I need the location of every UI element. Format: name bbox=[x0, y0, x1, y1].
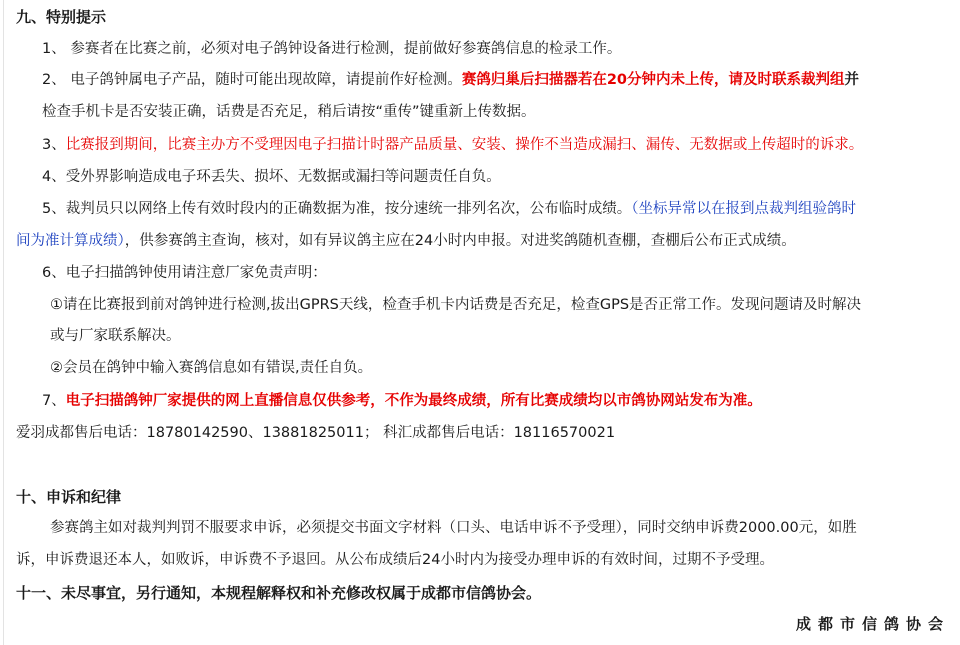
item3-red-notice: 比赛报到期间，比赛主办方不受理因电子扫描计时器产品质量、安装、操作不当造成漏扫、漏传、无数据或上传超时的诉求。 bbox=[65, 137, 864, 153]
item2-bold-char: 并 bbox=[844, 72, 860, 88]
section9-item-5 bbox=[42, 198, 856, 220]
section9-item-1: 1、 参赛者在比赛之前，必须对电子鸽钟设备进行检测，提前做好参赛鸽信息的检录工作。 bbox=[42, 41, 622, 57]
item5-text-cont: ，供参赛鸽主查询，核对，如有异议鸽主应在24小时内申报。对进奖鸽随机查棚，查棚后公布正式成绩。 bbox=[124, 233, 796, 249]
section9-heading: 九、特别提示 bbox=[16, 8, 107, 26]
section9-item-3 bbox=[42, 134, 863, 156]
section10-paragraph: 参赛鸽主如对裁判判罚不服要求申诉，必须提交书面文字材料（口头、电话申诉不予受理），同时交纳申诉费2000.00元，如胜 bbox=[50, 520, 857, 536]
item5-text: 5、裁判员只以网络上传有效时段内的正确数据为准，按分速统一排列名次，公布临时成绩。 bbox=[42, 201, 632, 217]
section9-item-6-sub-2: ②会员在鸽钟中输入赛鸽信息如有错误,责任自负。 bbox=[50, 360, 373, 376]
section11-heading: 十一、未尽事宜，另行通知，本规程解释权和补充修改权属于成都市信鸽协会。 bbox=[16, 584, 542, 602]
section9-item-5-cont bbox=[16, 230, 796, 252]
section9-item-2-cont: 检查手机卡是否安装正确，话费是否充足，稍后请按“重传”键重新上传数据。 bbox=[42, 104, 536, 120]
section9-item-6-sub-1: ①请在比赛报到前对鸽钟进行检测,拔出GPRS天线，检查手机卡内话费是否充足，检查GPS是否正常工作。发现问题请及时解决 bbox=[50, 297, 862, 313]
section9-item-4: 4、受外界影响造成电子环丢失、损坏、无数据或漏扫等问题责任自负。 bbox=[42, 169, 501, 185]
item5-blue-note-cont: 间为准计算成绩） bbox=[16, 233, 125, 249]
section9-item-2 bbox=[42, 69, 859, 91]
item2-red-notice: 赛鸽归巢后扫描器若在20分钟内未上传，请及时联系裁判组 bbox=[461, 72, 845, 88]
section9-item-6-sub-1-cont: 或与厂家联系解决。 bbox=[50, 328, 181, 344]
section10-paragraph-cont: 诉，申诉费退还本人，如败诉，申诉费不予退回。从公布成绩后24小时内为接受办理申诉的有效时间，过期不予受理。 bbox=[16, 552, 774, 568]
signature-org: 成都市信鸽协会 bbox=[795, 615, 950, 633]
section10-heading: 十、申诉和纪律 bbox=[16, 488, 122, 506]
item5-blue-note: （坐标异常以在报到点裁判组验鸽时 bbox=[631, 201, 856, 217]
section9-item-7 bbox=[42, 390, 762, 412]
item7-number: 7、 bbox=[42, 393, 66, 409]
item7-red-notice: 电子扫描鸽钟厂家提供的网上直播信息仅供参考，不作为最终成绩，所有比赛成绩均以市鸽协网站发布为准。 bbox=[65, 393, 762, 409]
after-sales-phones: 爱羽成都售后电话：18780142590、13881825011； 科汇成都售后电话：18116570021 bbox=[16, 425, 616, 441]
item2-text: 2、 电子鸽钟属电子产品，随时可能出现故障，请提前作好检测。 bbox=[42, 72, 462, 88]
item3-number: 3、 bbox=[42, 137, 66, 153]
section9-item-6: 6、电子扫描鸽钟使用请注意厂家免责声明： bbox=[42, 265, 327, 281]
